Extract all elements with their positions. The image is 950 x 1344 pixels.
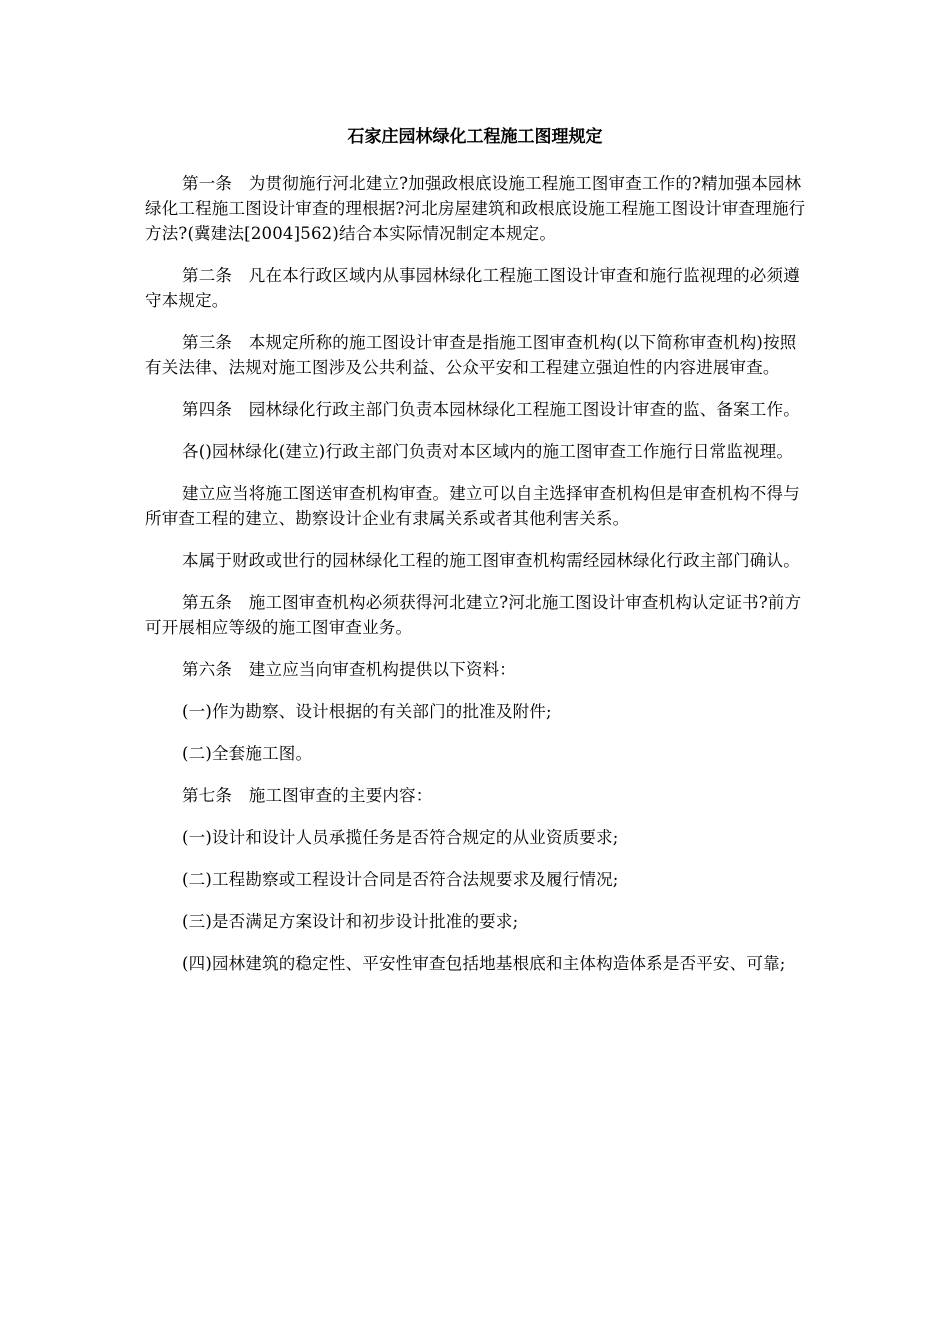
document-body [145, 171, 807, 993]
paragraph-review-submission: 建立应当将施工图送审查机构审查。建立可以自主选择审查机构但是审查机构不得与所审查工程的建立、勘察设计企业有隶属关系或者其他利害关系。 [145, 484, 800, 528]
list-item-7-2: (二)工程勘察或工程设计合同是否符合法规要求及履行情况; [182, 870, 619, 889]
list-item-7-4: (四)园林建筑的稳定性、平安性审查包括地基根底和主体构造体系是否平安、可靠; [182, 954, 786, 973]
paragraph-article-1: 第一条 为贯彻施行河北建立?加强政根底设施工程施工图审查工作的?精加强本园林绿化工程施工图设计审查的理根据?河北房屋建筑和政根底设施工程施工图设计审查理施行方法?(冀建法[2004]562)结合本实际情况制定本规定。 [145, 174, 806, 243]
list-item-6-2: (二)全套施工图。 [182, 744, 313, 763]
document-title: 石家庄园林绿化工程施工图理规定 [347, 127, 603, 147]
paragraph-district-supervision: 各()园林绿化(建立)行政主部门负责对本区域内的施工图审查工作施行日常监视理。 [182, 442, 794, 461]
paragraph-article-5: 第五条 施工图审查机构必须获得河北建立?河北施工图设计审查机构认定证书?前方可开展相应等级的施工图审查业务。 [145, 593, 802, 637]
paragraph-article-7: 第七条 施工图审查的主要内容： [182, 786, 433, 805]
list-item-6-1: (一)作为勘察、设计根据的有关部门的批准及附件; [182, 702, 552, 721]
list-item-7-3: (三)是否满足方案设计和初步设计批准的要求; [182, 912, 519, 931]
paragraph-article-3: 第三条 本规定所称的施工图设计审查是指施工图审查机构(以下简称审查机构)按照有关法律、法规对施工图涉及公共利益、公众平安和工程建立强迫性的内容进展审查。 [145, 333, 797, 377]
paragraph-agency-confirmation: 本属于财政或世行的园林绿化工程的施工图审查机构需经园林绿化行政主部门确认。 [182, 551, 800, 570]
list-item-7-1: (一)设计和设计人员承揽任务是否符合规定的从业资质要求; [182, 828, 619, 847]
paragraph-article-6: 第六条 建立应当向审查机构提供以下资料： [182, 660, 516, 679]
paragraph-article-2: 第二条 凡在本行政区域内从事园林绿化工程施工图设计审查和施行监视理的必须遵守本规定。 [145, 266, 800, 310]
paragraph-article-4: 第四条 园林绿化行政主部门负责本园林绿化工程施工图设计审查的监、备案工作。 [182, 400, 800, 419]
